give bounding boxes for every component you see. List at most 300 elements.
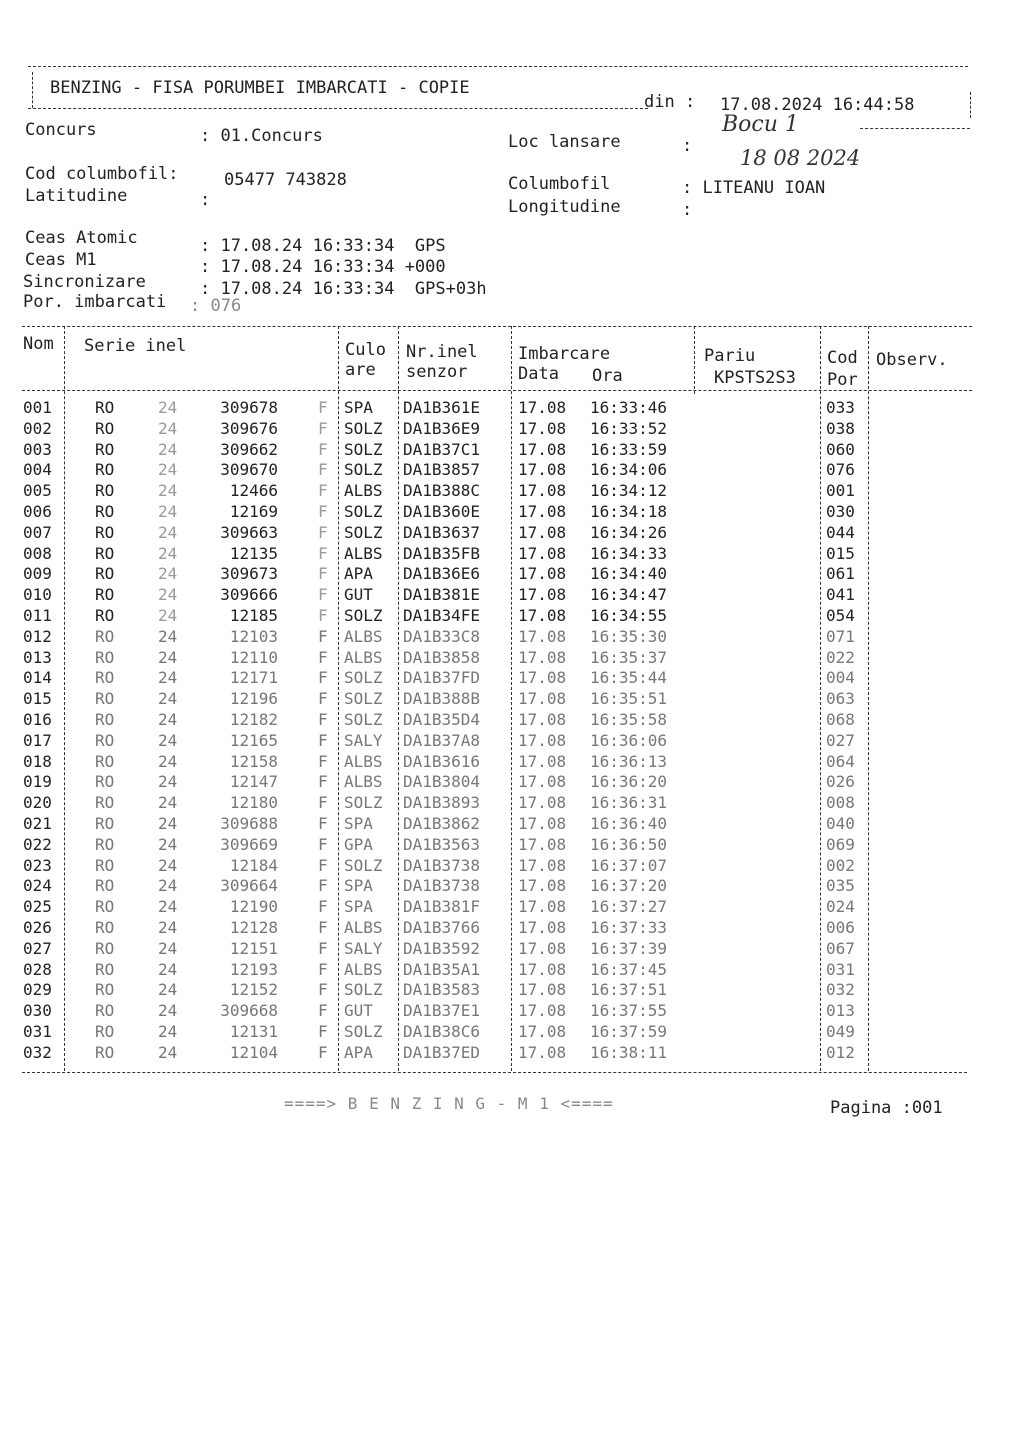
row-ora: 16:38:11 <box>590 1042 668 1062</box>
header-right-bar <box>970 92 971 118</box>
row-nom: 013 <box>23 647 52 667</box>
row-sex: F <box>318 418 328 438</box>
row-nom: 008 <box>23 543 52 563</box>
row-country: RO <box>95 959 115 979</box>
col-sep-imbarcare <box>694 326 695 394</box>
row-sex: F <box>318 751 328 771</box>
row-nom: 028 <box>23 959 52 979</box>
row-senzor: DA1B361E <box>403 398 481 417</box>
row-sex: F <box>318 606 328 625</box>
row-ora: 16:34:12 <box>590 481 668 501</box>
row-ora: 16:37:55 <box>590 1001 668 1021</box>
row-senzor: DA1B37C1 <box>403 439 481 459</box>
row-nom: 019 <box>23 772 52 792</box>
table-row <box>0 856 1024 876</box>
row-culoare: SPA <box>344 876 373 896</box>
row-ora: 16:36:20 <box>590 772 668 792</box>
row-country: RO <box>95 730 115 750</box>
row-ora: 16:34:06 <box>590 460 668 480</box>
row-senzor: DA1B388B <box>403 689 481 709</box>
row-culoare: GPA <box>344 834 373 854</box>
row-culoare: SPA <box>344 814 373 833</box>
row-ora: 16:37:27 <box>590 897 668 917</box>
col-header-nr-inel: Nr.inel <box>406 342 478 362</box>
row-culoare: SPA <box>344 398 373 417</box>
table-row <box>0 648 1024 668</box>
concurs-label: Concurs <box>25 120 97 140</box>
row-data: 17.08 <box>518 938 567 958</box>
row-cod-por: 069 <box>826 834 855 854</box>
row-serie: 12193 <box>229 959 278 979</box>
row-sex: F <box>318 793 328 813</box>
row-nom: 017 <box>23 730 52 750</box>
row-year: 24 <box>158 876 178 896</box>
row-year: 24 <box>158 585 178 605</box>
row-culoare: ALBS <box>344 751 383 771</box>
table-row <box>0 585 1024 605</box>
row-sex: F <box>318 626 328 646</box>
row-serie: 12466 <box>229 481 278 501</box>
row-sex: F <box>318 564 328 584</box>
row-serie: 309688 <box>220 814 278 833</box>
row-nom: 009 <box>23 564 52 584</box>
row-culoare: SOLZ <box>344 710 383 729</box>
row-year: 24 <box>158 439 178 459</box>
row-nom: 011 <box>23 606 52 625</box>
ceas-m1-label: Ceas M1 <box>25 250 97 270</box>
table-row <box>0 1001 1024 1021</box>
row-cod-por: 040 <box>826 814 855 833</box>
col-header-por: Por <box>827 370 858 390</box>
row-sex: F <box>318 772 328 792</box>
row-sex: F <box>318 855 328 875</box>
row-serie: 12152 <box>229 980 278 1000</box>
row-nom: 012 <box>23 626 52 646</box>
row-senzor: DA1B3862 <box>403 814 481 833</box>
row-serie: 12184 <box>229 855 278 875</box>
row-ora: 16:37:45 <box>590 959 668 979</box>
row-sex: F <box>318 585 328 605</box>
row-culoare: APA <box>344 564 373 584</box>
row-nom: 003 <box>23 439 52 459</box>
row-year: 24 <box>158 502 178 521</box>
row-year: 24 <box>158 522 178 542</box>
handwritten-location: Bocu 1 <box>722 112 799 137</box>
row-culoare: SOLZ <box>344 439 383 459</box>
table-top-rule <box>22 326 972 327</box>
table-row <box>0 544 1024 564</box>
sincronizare-value: : 17.08.24 16:33:34 GPS+03h <box>200 279 487 299</box>
row-data: 17.08 <box>518 606 567 625</box>
row-ora: 16:36:31 <box>590 793 668 813</box>
row-nom: 024 <box>23 876 52 896</box>
row-sex: F <box>318 814 328 833</box>
row-ora: 16:36:13 <box>590 751 668 771</box>
row-data: 17.08 <box>518 439 567 459</box>
table-row <box>0 564 1024 584</box>
row-cod-por: 032 <box>826 980 855 1000</box>
table-row <box>0 960 1024 980</box>
loc-lansare-value: : <box>682 136 693 156</box>
row-country: RO <box>95 481 115 501</box>
row-serie: 12131 <box>229 1022 278 1041</box>
row-sex: F <box>318 689 328 709</box>
row-culoare: ALBS <box>344 918 383 937</box>
handwritten-date: 18 08 2024 <box>740 146 861 170</box>
row-serie: 12104 <box>229 1042 278 1062</box>
row-year: 24 <box>158 710 178 729</box>
row-data: 17.08 <box>518 772 567 792</box>
row-serie: 12169 <box>229 502 278 521</box>
row-year: 24 <box>158 398 178 417</box>
table-row <box>0 440 1024 460</box>
row-serie: 309664 <box>220 876 278 896</box>
row-culoare: SOLZ <box>344 606 383 625</box>
row-year: 24 <box>158 772 178 792</box>
row-serie: 12190 <box>229 897 278 917</box>
header-mid-rule <box>28 108 648 109</box>
row-country: RO <box>95 606 115 625</box>
row-cod-por: 061 <box>826 564 855 584</box>
table-row <box>0 772 1024 792</box>
row-ora: 16:34:55 <box>590 606 668 625</box>
row-serie: 12151 <box>229 938 278 958</box>
row-year: 24 <box>158 959 178 979</box>
table-row <box>0 398 1024 418</box>
row-country: RO <box>95 938 115 958</box>
table-bottom-rule <box>22 1072 967 1073</box>
row-nom: 026 <box>23 918 52 937</box>
row-data: 17.08 <box>518 897 567 917</box>
table-row <box>0 502 1024 522</box>
row-year: 24 <box>158 689 178 709</box>
row-cod-por: 067 <box>826 938 855 958</box>
row-cod-por: 008 <box>826 793 855 813</box>
row-culoare: SOLZ <box>344 689 383 709</box>
row-country: RO <box>95 522 115 542</box>
row-ora: 16:33:52 <box>590 418 668 438</box>
row-ora: 16:35:30 <box>590 626 668 646</box>
row-country: RO <box>95 564 115 584</box>
document-title: BENZING - FISA PORUMBEI IMBARCATI - COPIE <box>50 78 470 98</box>
row-serie: 12182 <box>229 710 278 729</box>
row-country: RO <box>95 1022 115 1041</box>
row-year: 24 <box>158 460 178 480</box>
row-senzor: DA1B3738 <box>403 855 481 875</box>
row-nom: 025 <box>23 897 52 917</box>
table-row <box>0 710 1024 730</box>
row-nom: 001 <box>23 398 52 417</box>
row-nom: 007 <box>23 522 52 542</box>
row-senzor: DA1B3804 <box>403 772 481 792</box>
row-sex: F <box>318 1001 328 1021</box>
table-row <box>0 897 1024 917</box>
row-year: 24 <box>158 751 178 771</box>
row-serie: 309678 <box>220 398 278 417</box>
row-data: 17.08 <box>518 522 567 542</box>
row-serie: 12185 <box>229 606 278 625</box>
row-cod-por: 001 <box>826 481 855 501</box>
row-senzor: DA1B37ED <box>403 1042 481 1062</box>
row-country: RO <box>95 1042 115 1062</box>
row-cod-por: 022 <box>826 647 855 667</box>
row-nom: 022 <box>23 834 52 854</box>
ceas-atomic-value: : 17.08.24 16:33:34 GPS <box>200 236 446 256</box>
footer-benzing-m1: ====> B E N Z I N G - M 1 <==== <box>284 1094 614 1113</box>
row-sex: F <box>318 1042 328 1062</box>
row-senzor: DA1B381F <box>403 897 481 917</box>
row-senzor: DA1B3858 <box>403 647 481 667</box>
row-sex: F <box>318 710 328 729</box>
sincronizare-label: Sincronizare <box>23 272 146 292</box>
row-data: 17.08 <box>518 980 567 1000</box>
row-country: RO <box>95 1001 115 1021</box>
row-ora: 16:36:06 <box>590 730 668 750</box>
row-senzor: DA1B35A1 <box>403 959 481 979</box>
row-data: 17.08 <box>518 460 567 480</box>
row-country: RO <box>95 668 115 688</box>
row-country: RO <box>95 814 115 833</box>
row-sex: F <box>318 730 328 750</box>
row-data: 17.08 <box>518 876 567 896</box>
row-ora: 16:35:51 <box>590 689 668 709</box>
header-left-bar <box>32 72 33 108</box>
row-culoare: GUT <box>344 1001 373 1021</box>
concurs-value: : 01.Concurs <box>200 126 323 146</box>
latitudine-value: : <box>200 190 211 210</box>
row-ora: 16:36:50 <box>590 834 668 854</box>
row-data: 17.08 <box>518 668 567 688</box>
longitudine-value: : <box>682 200 693 220</box>
row-nom: 018 <box>23 751 52 771</box>
row-year: 24 <box>158 564 178 584</box>
row-year: 24 <box>158 647 178 667</box>
row-year: 24 <box>158 918 178 937</box>
row-senzor: DA1B36E9 <box>403 418 481 438</box>
row-cod-por: 006 <box>826 918 855 937</box>
row-sex: F <box>318 834 328 854</box>
row-country: RO <box>95 855 115 875</box>
row-country: RO <box>95 980 115 1000</box>
row-senzor: DA1B3857 <box>403 460 481 480</box>
header-right-rule <box>860 128 970 129</box>
row-serie: 12128 <box>229 918 278 937</box>
row-year: 24 <box>158 938 178 958</box>
row-ora: 16:33:59 <box>590 439 668 459</box>
row-serie: 12103 <box>229 626 278 646</box>
row-sex: F <box>318 522 328 542</box>
row-cod-por: 027 <box>826 730 855 750</box>
row-country: RO <box>95 876 115 896</box>
row-country: RO <box>95 897 115 917</box>
row-sex: F <box>318 543 328 563</box>
columbofil-label: Columbofil <box>508 174 611 194</box>
row-culoare: SOLZ <box>344 980 383 1000</box>
row-culoare: SALY <box>344 938 383 958</box>
row-data: 17.08 <box>518 959 567 979</box>
row-country: RO <box>95 834 115 854</box>
row-senzor: DA1B381E <box>403 585 481 605</box>
row-year: 24 <box>158 481 178 501</box>
row-ora: 16:37:20 <box>590 876 668 896</box>
row-senzor: DA1B388C <box>403 481 481 501</box>
row-year: 24 <box>158 626 178 646</box>
din-label: din : <box>644 92 696 112</box>
row-serie: 309673 <box>220 564 278 584</box>
row-serie: 12171 <box>229 668 278 688</box>
table-row <box>0 689 1024 709</box>
row-nom: 027 <box>23 938 52 958</box>
row-nom: 015 <box>23 689 52 709</box>
row-nom: 010 <box>23 585 52 605</box>
row-ora: 16:37:07 <box>590 855 668 875</box>
table-row <box>0 523 1024 543</box>
row-senzor: DA1B35D4 <box>403 710 481 729</box>
col-header-senzor: senzor <box>406 362 468 382</box>
table-row <box>0 814 1024 834</box>
row-culoare: SALY <box>344 730 383 750</box>
row-year: 24 <box>158 1022 178 1041</box>
row-serie: 309662 <box>220 439 278 459</box>
row-year: 24 <box>158 855 178 875</box>
row-data: 17.08 <box>518 751 567 771</box>
row-senzor: DA1B37E1 <box>403 1001 481 1021</box>
row-sex: F <box>318 897 328 917</box>
row-data: 17.08 <box>518 689 567 709</box>
row-culoare: SOLZ <box>344 418 383 438</box>
row-serie: 12110 <box>229 647 278 667</box>
row-cod-por: 035 <box>826 876 855 896</box>
row-year: 24 <box>158 1001 178 1021</box>
row-ora: 16:33:46 <box>590 398 668 417</box>
row-data: 17.08 <box>518 834 567 854</box>
table-row <box>0 481 1024 501</box>
row-year: 24 <box>158 897 178 917</box>
row-culoare: ALBS <box>344 543 383 563</box>
row-senzor: DA1B3583 <box>403 980 481 1000</box>
row-nom: 023 <box>23 855 52 875</box>
row-senzor: DA1B34FE <box>403 606 481 625</box>
row-country: RO <box>95 918 115 937</box>
header-top-rule <box>28 66 968 67</box>
row-country: RO <box>95 439 115 459</box>
row-senzor: DA1B37FD <box>403 668 481 688</box>
row-ora: 16:34:47 <box>590 585 668 605</box>
row-data: 17.08 <box>518 626 567 646</box>
row-sex: F <box>318 398 328 417</box>
columbofil-value: : LITEANU IOAN <box>682 178 826 198</box>
col-header-culoare-1: Culo <box>345 340 386 360</box>
row-cod-por: 044 <box>826 522 855 542</box>
row-country: RO <box>95 647 115 667</box>
col-header-observ: Observ. <box>876 350 948 370</box>
row-cod-por: 076 <box>826 460 855 480</box>
table-row <box>0 627 1024 647</box>
ceas-atomic-label: Ceas Atomic <box>25 228 138 248</box>
row-sex: F <box>318 439 328 459</box>
col-header-nom: Nom <box>23 334 54 354</box>
row-ora: 16:37:51 <box>590 980 668 1000</box>
row-ora: 16:37:39 <box>590 938 668 958</box>
table-row <box>0 876 1024 896</box>
row-serie: 12165 <box>229 730 278 750</box>
row-cod-por: 049 <box>826 1022 855 1041</box>
row-country: RO <box>95 418 115 438</box>
row-ora: 16:36:40 <box>590 814 668 833</box>
row-data: 17.08 <box>518 647 567 667</box>
col-header-culoare-2: are <box>345 360 376 380</box>
cod-columbofil-value: 05477 743828 <box>224 170 347 190</box>
row-cod-por: 064 <box>826 751 855 771</box>
row-data: 17.08 <box>518 710 567 729</box>
table-row <box>0 918 1024 938</box>
table-row <box>0 460 1024 480</box>
row-sex: F <box>318 460 328 480</box>
row-data: 17.08 <box>518 418 567 438</box>
row-culoare: GUT <box>344 585 373 605</box>
row-senzor: DA1B3893 <box>403 793 481 813</box>
cod-columbofil-label: Cod columbofil: <box>25 164 179 184</box>
row-data: 17.08 <box>518 481 567 501</box>
por-imbarcati-value: : 076 <box>190 296 242 316</box>
table-row <box>0 1022 1024 1042</box>
row-data: 17.08 <box>518 855 567 875</box>
row-year: 24 <box>158 606 178 625</box>
row-country: RO <box>95 502 115 521</box>
table-header-bottom-rule <box>22 390 972 391</box>
row-year: 24 <box>158 668 178 688</box>
row-country: RO <box>95 772 115 792</box>
row-year: 24 <box>158 543 178 563</box>
row-data: 17.08 <box>518 918 567 937</box>
row-data: 17.08 <box>518 1001 567 1021</box>
row-cod-por: 031 <box>826 959 855 979</box>
row-serie: 309676 <box>220 418 278 438</box>
row-senzor: DA1B37A8 <box>403 730 481 750</box>
row-ora: 16:34:33 <box>590 543 668 563</box>
row-year: 24 <box>158 418 178 438</box>
row-cod-por: 015 <box>826 543 855 563</box>
latitudine-label: Latitudine <box>25 186 128 206</box>
row-data: 17.08 <box>518 793 567 813</box>
row-culoare: ALBS <box>344 772 383 792</box>
row-serie: 309669 <box>220 834 278 854</box>
row-culoare: SOLZ <box>344 1022 383 1041</box>
row-ora: 16:35:58 <box>590 710 668 729</box>
row-sex: F <box>318 481 328 501</box>
din-value: 17.08.2024 16:44:58 <box>720 95 915 115</box>
row-cod-por: 054 <box>826 606 855 625</box>
row-year: 24 <box>158 980 178 1000</box>
row-data: 17.08 <box>518 814 567 833</box>
row-cod-por: 060 <box>826 439 855 459</box>
row-senzor: DA1B33C8 <box>403 626 481 646</box>
row-culoare: SOLZ <box>344 793 383 813</box>
row-ora: 16:37:33 <box>590 918 668 937</box>
row-cod-por: 012 <box>826 1042 855 1062</box>
row-sex: F <box>318 1022 328 1041</box>
table-row <box>0 1043 1024 1063</box>
table-row <box>0 939 1024 959</box>
row-senzor: DA1B38C6 <box>403 1022 481 1041</box>
col-header-serie-inel: Serie inel <box>84 336 187 356</box>
row-nom: 002 <box>23 418 52 438</box>
row-country: RO <box>95 626 115 646</box>
row-year: 24 <box>158 730 178 750</box>
row-culoare: APA <box>344 1042 373 1062</box>
row-culoare: SOLZ <box>344 668 383 688</box>
row-serie: 12196 <box>229 689 278 709</box>
